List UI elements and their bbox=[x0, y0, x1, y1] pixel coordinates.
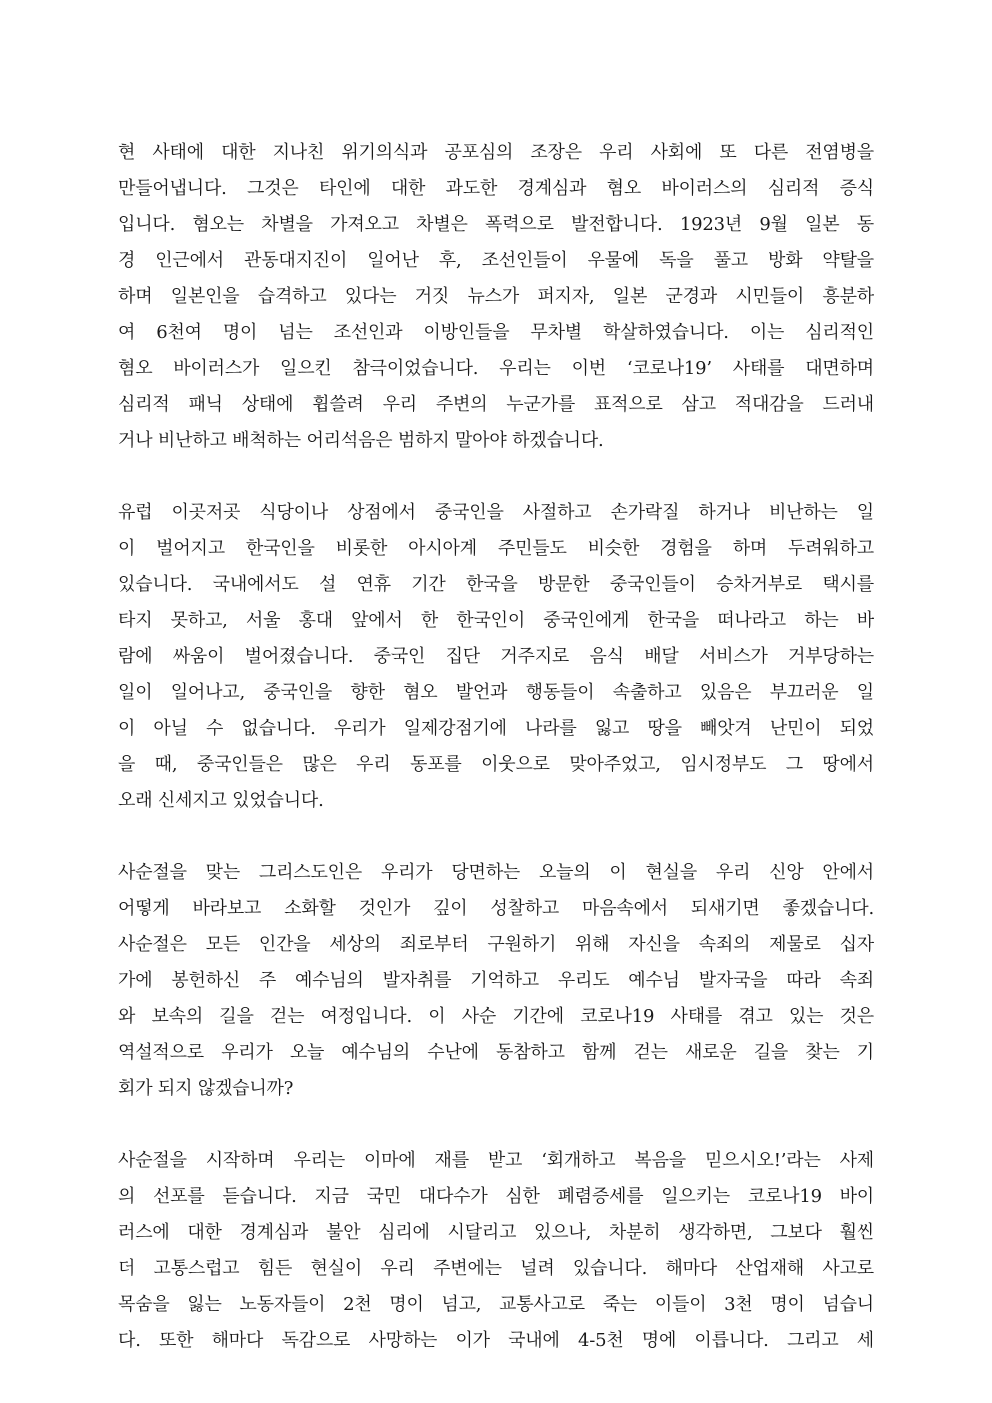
text-line: 오래 신세지고 있었습니다. bbox=[118, 790, 324, 811]
text-line: 있습니다. 국내에서도 설 연휴 기간 한국을 방문한 중국인들이 승차거부로 택시를 bbox=[118, 574, 874, 595]
paragraph bbox=[118, 855, 874, 1107]
text-line: 혐오 바이러스가 일으킨 참극이었습니다. 우리는 이번 ‘코로나19’ 사태를 대면하며 bbox=[118, 358, 874, 379]
text-line: 회가 되지 않겠습니까? bbox=[118, 1078, 294, 1099]
text-line: 람에 싸움이 벌어졌습니다. 중국인 집단 거주지로 음식 배달 서비스가 거부당하는 bbox=[118, 646, 874, 667]
text-line: 하며 일본인을 습격하고 있다는 거짓 뉴스가 퍼지자, 일본 군경과 시민들이 흥분하 bbox=[118, 286, 874, 307]
text-line: 목숨을 잃는 노동자들이 2천 명이 넘고, 교통사고로 죽는 이들이 3천 명이 넘습니 bbox=[118, 1294, 874, 1315]
text-line: 어떻게 바라보고 소화할 것인가 깊이 성찰하고 마음속에서 되새기면 좋겠습니다. bbox=[118, 898, 874, 919]
paragraph bbox=[118, 1143, 874, 1359]
text-line: 여 6천여 명이 넘는 조선인과 이방인들을 무차별 학살하였습니다. 이는 심리적인 bbox=[118, 322, 874, 343]
document-body bbox=[118, 135, 874, 1395]
paragraph bbox=[118, 135, 874, 459]
text-line: 타지 못하고, 서울 홍대 앞에서 한 한국인이 중국인에게 한국을 떠나라고 하는 바 bbox=[118, 610, 874, 631]
text-line: 다. 또한 해마다 독감으로 사망하는 이가 국내에 4-5천 명에 이릅니다. 그리고 세 bbox=[118, 1330, 874, 1351]
text-line: 을 때, 중국인들은 많은 우리 동포를 이웃으로 맞아주었고, 임시정부도 그 땅에서 bbox=[118, 754, 874, 775]
text-line: 만들어냅니다. 그것은 타인에 대한 과도한 경계심과 혐오 바이러스의 심리적 증식 bbox=[118, 178, 874, 199]
text-line: 러스에 대한 경계심과 불안 심리에 시달리고 있으나, 차분히 생각하면, 그보다 훨씬 bbox=[118, 1222, 874, 1243]
text-line: 입니다. 혐오는 차별을 가져오고 차별은 폭력으로 발전합니다. 1923년 9월 일본 동 bbox=[118, 214, 874, 235]
text-line: 유럽 이곳저곳 식당이나 상점에서 중국인을 사절하고 손가락질 하거나 비난하는 일 bbox=[118, 502, 874, 523]
text-line: 사순절을 시작하며 우리는 이마에 재를 받고 ‘회개하고 복음을 믿으시오!’라는 사제 bbox=[118, 1150, 874, 1171]
text-line: 의 선포를 듣습니다. 지금 국민 대다수가 심한 폐렴증세를 일으키는 코로나19 바이 bbox=[118, 1186, 874, 1207]
text-line: 일이 일어나고, 중국인을 향한 혐오 발언과 행동들이 속출하고 있음은 부끄러운 일 bbox=[118, 682, 874, 703]
text-line: 이 벌어지고 한국인을 비롯한 아시아계 주민들도 비슷한 경험을 하며 두려워하고 bbox=[118, 538, 874, 559]
text-line: 역설적으로 우리가 오늘 예수님의 수난에 동참하고 함께 걷는 새로운 길을 찾는 기 bbox=[118, 1042, 874, 1063]
text-line: 심리적 패닉 상태에 휩쓸려 우리 주변의 누군가를 표적으로 삼고 적대감을 드러내 bbox=[118, 394, 874, 415]
paragraph bbox=[118, 495, 874, 819]
text-line: 가에 봉헌하신 주 예수님의 발자취를 기억하고 우리도 예수님 발자국을 따라 속죄 bbox=[118, 970, 874, 991]
text-line: 사순절은 모든 인간을 세상의 죄로부터 구원하기 위해 자신을 속죄의 제물로 십자 bbox=[118, 934, 874, 955]
text-line: 경 인근에서 관동대지진이 일어난 후, 조선인들이 우물에 독을 풀고 방화 약탈을 bbox=[118, 250, 874, 271]
text-line: 현 사태에 대한 지나친 위기의식과 공포심의 조장은 우리 사회에 또 다른 전염병을 bbox=[118, 142, 874, 163]
text-line: 와 보속의 길을 걷는 여정입니다. 이 사순 기간에 코로나19 사태를 겪고 있는 것은 bbox=[118, 1006, 874, 1027]
text-line: 더 고통스럽고 힘든 현실이 우리 주변에는 널려 있습니다. 해마다 산업재해 사고로 bbox=[118, 1258, 874, 1279]
text-line: 이 아닐 수 없습니다. 우리가 일제강점기에 나라를 잃고 땅을 빼앗겨 난민이 되었 bbox=[118, 718, 874, 739]
text-line: 사순절을 맞는 그리스도인은 우리가 당면하는 오늘의 이 현실을 우리 신앙 안에서 bbox=[118, 862, 874, 883]
text-line: 거나 비난하고 배척하는 어리석음은 범하지 말아야 하겠습니다. bbox=[118, 430, 604, 451]
